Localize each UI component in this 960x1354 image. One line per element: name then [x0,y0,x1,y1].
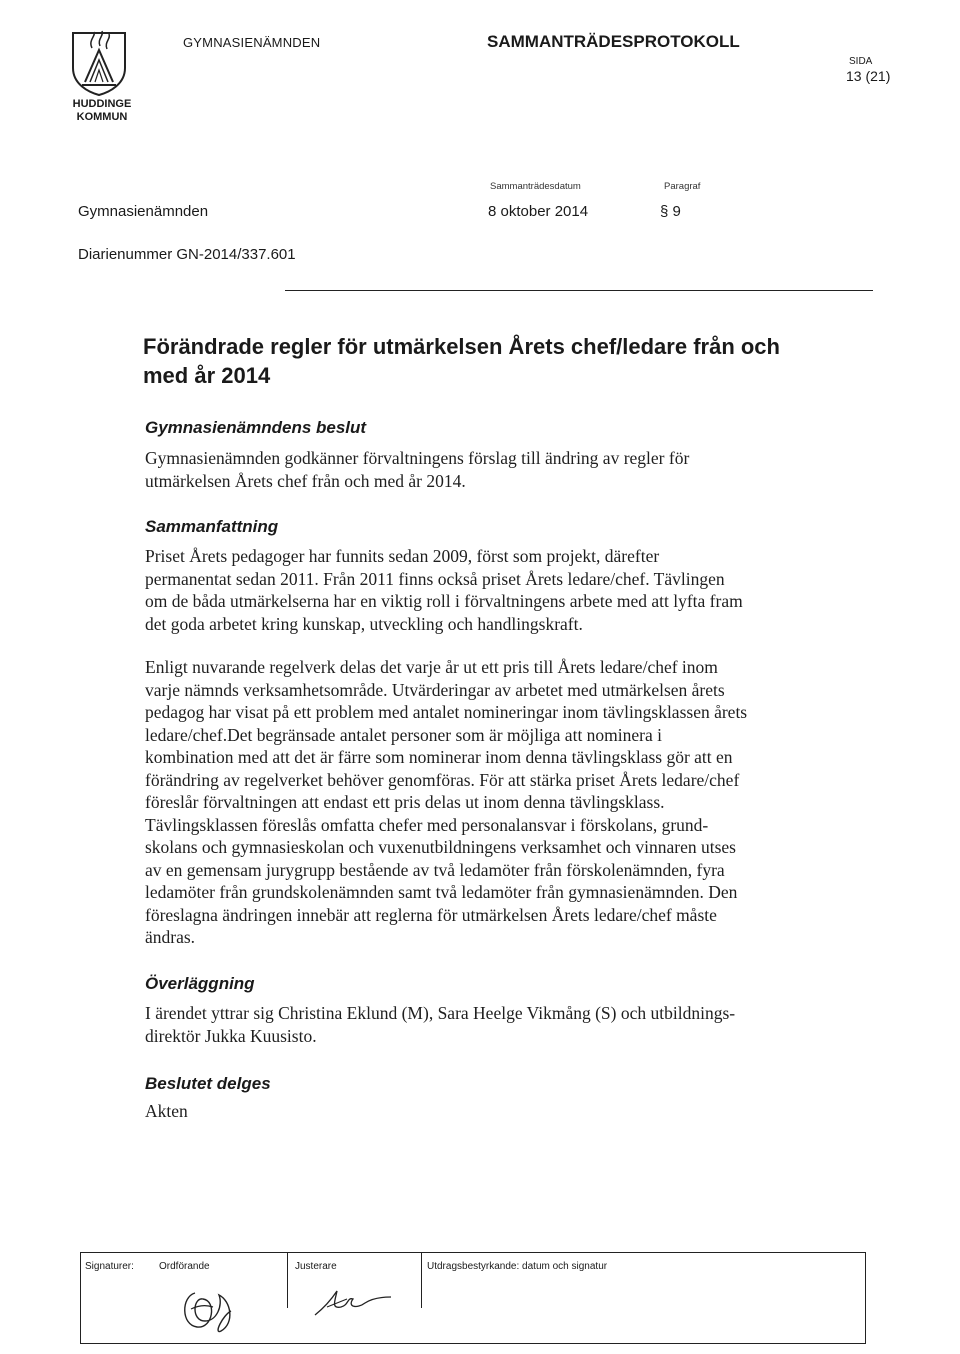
text-line: kombination med att det är färre som nominerar inom denna tävlingsklass gör att en [145,747,733,767]
page-number: 13 (21) [846,68,891,84]
summary-heading: Sammanfattning [145,517,279,536]
municipality-line-2: KOMMUN [76,111,128,123]
text-line: utmärkelsen Årets chef från och med år 2014. [145,470,466,491]
text-line: Priset Årets pedagoger har funnits sedan 2009, först som projekt, därefter [145,546,660,566]
text-line: I ärendet yttrar sig Christina Eklund (M), Sara Heelge Vikmång (S) och utbildnings- [145,1003,736,1023]
adjuster-label: Justerare [295,1261,337,1272]
deliberation-heading: Överläggning [145,974,255,993]
diary-number: Diarienummer GN-2014/337.601 [78,246,296,263]
organization-name: GYMNASIENÄMNDEN [183,35,321,50]
summary-paragraph-1 [145,545,743,635]
coat-of-arms-icon [70,30,128,96]
signatures-label: Signaturer: [85,1261,134,1272]
text-line: Gymnasienämnden godkänner förvaltningens förslag till ändring av regler för [145,448,690,468]
text-line: Akten [145,1101,188,1121]
distribution-heading: Beslutet delges [145,1074,271,1093]
meeting-date-label: Sammanträdesdatum [490,181,581,192]
meeting-date: 8 oktober 2014 [488,203,589,220]
text-line: ändras. [145,927,196,947]
municipality-line-1: HUDDINGE [72,98,132,110]
municipality-name [62,98,142,124]
adjuster-signature-icon [307,1283,397,1323]
paragraph-label: Paragraf [664,181,701,192]
text-line: av en gemensam jurygrupp bestående av två ledamöter från förskolenämnden, fyra [145,859,725,880]
title-line-1: Förändrade regler för utmärkelsen Årets chef/ledare från och [143,334,780,359]
text-line: varje nämnds verksamhetsområde. Utvärderingar av arbetet med utmärkelsen årets [145,679,725,700]
text-line: ledare/chef.Det begränsade antalet personer som är möjliga att nominera i [145,724,663,745]
document-type: SAMMANTRÄDESPROTOKOLL [487,32,740,51]
chair-signature-icon [173,1281,263,1341]
text-line: permanentat sedan 2011. Från 2011 finns också priset Årets ledare/chef. Tävlingen [145,568,725,589]
text-line: ledamöter från grundskolenämnden samt två ledamöter från gymnasienämnden. Den [145,882,738,902]
page-label: SIDA [849,56,873,67]
header-divider [285,290,873,291]
committee-name: Gymnasienämnden [78,203,209,220]
decision-text [145,447,689,492]
certifier-label: Utdragsbestyrkande: datum och signatur [427,1261,608,1272]
text-line: direktör Jukka Kuusisto. [145,1025,317,1046]
municipality-logo [70,30,130,96]
signature-box [80,1252,866,1344]
text-line: om de båda utmärkelserna har en viktig roll i förvaltningens arbete med att lyfta fram [145,591,743,611]
text-line: föreslår förvaltningen att endast ett pris delas ut inom denna tävlingsklass. [145,792,665,812]
title-line-2: med år 2014 [143,363,271,388]
signature-divider [421,1253,422,1308]
signature-divider [287,1253,288,1308]
summary-paragraph-2 [145,656,747,949]
text-line: det goda arbetet kring kunskap, utveckling och handlingskraft. [145,613,583,634]
text-line: Enligt nuvarande regelverk delas det varje år ut ett pris till Årets ledare/chef inom [145,657,718,677]
text-line: Tävlingsklassen föreslås omfatta chefer med personalansvar i förskolans, grund- [145,814,709,835]
paragraph-number: § 9 [660,203,681,220]
text-line: skolans och gymnasieskolan och vuxenutbildningens verksamhet och vinnaren utses [145,837,736,857]
page-title [143,332,833,390]
text-line: förändring av regelverket behöver genomföras. För att stärka priset Årets ledare/chef [145,769,740,790]
distribution-text [145,1100,188,1123]
chair-label: Ordförande [159,1261,210,1272]
decision-heading: Gymnasienämndens beslut [145,418,367,437]
text-line: föreslagna ändringen innebär att reglerna för utmärkelsen Årets ledare/chef måste [145,904,717,925]
text-line: pedagog har visat på ett problem med antalet nomineringar inom tävlingsklassen årets [145,702,748,722]
deliberation-text [145,1002,735,1047]
